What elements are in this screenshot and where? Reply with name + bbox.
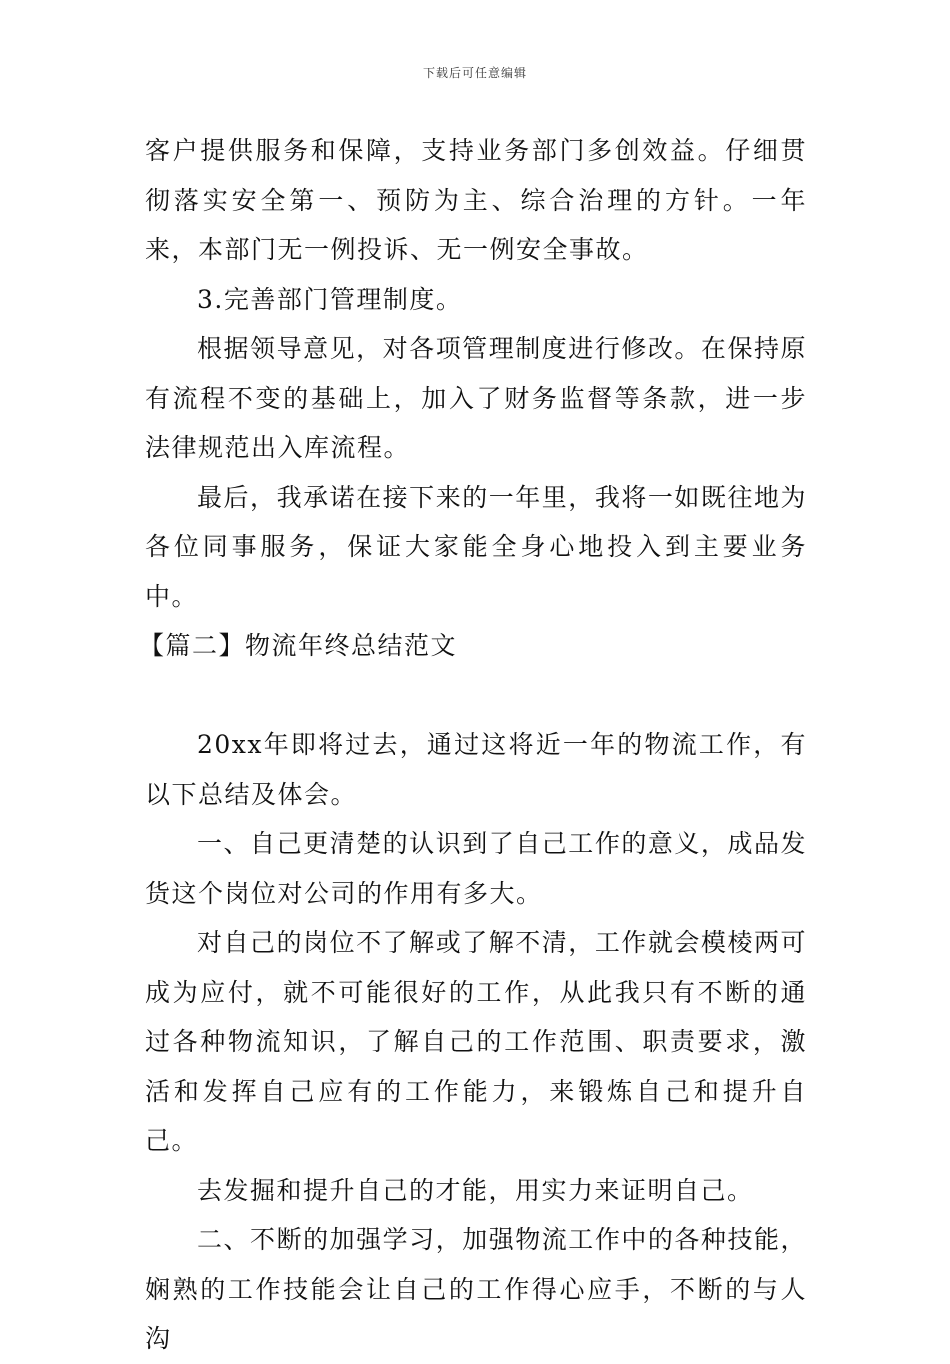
blank-line (145, 671, 807, 721)
paragraph-point-one: 一、自己更清楚的认识到了自己工作的意义，成品发货这个岗位对公司的作用有多大。 (145, 829, 807, 908)
paragraph-service-safety: 客户提供服务和保障，支持业务部门多创效益。仔细贯彻落实安全第一、预防为主、综合治理的方针。一年来，本部门无一例投诉、无一例安全事故。 (145, 136, 807, 264)
paragraph-management-revision: 根据领导意见，对各项管理制度进行修改。在保持原有流程不变的基础上，加入了财务监督等条款，进一步法律规范出入库流程。 (145, 334, 807, 462)
paragraph-job-understanding: 对自己的岗位不了解或了解不清，工作就会模棱两可成为应付，就不可能很好的工作，从此我只有不断的通过各种物流知识，了解自己的工作范围、职责要求，激活和发挥自己应有的工作能力，来锻炼自己和提升自己。 (145, 928, 807, 1155)
paragraph-closing-commitment: 最后，我承诺在接下来的一年里，我将一如既往地为各位同事服务，保证大家能全身心地投入到主要业务中。 (145, 482, 807, 611)
paragraph-point-two: 二、不断的加强学习，加强物流工作中的各种技能，娴熟的工作技能会让自己的工作得心应手，不断的与人沟 (145, 1225, 807, 1353)
paragraph-item-3-heading: 3.完善部门管理制度。 (197, 284, 463, 314)
paragraph-year-intro: 20xx年即将过去，通过这将近一年的物流工作，有以下总结及体会。 (145, 730, 807, 809)
document-body (139, 126, 807, 1364)
paragraph-prove-ability: 去发掘和提升自己的才能，用实力来证明自己。 (197, 1175, 754, 1205)
page-header: 下载后可任意编辑 (422, 66, 527, 80)
section-title-part-two: 【篇二】物流年终总结范文 (139, 631, 458, 660)
